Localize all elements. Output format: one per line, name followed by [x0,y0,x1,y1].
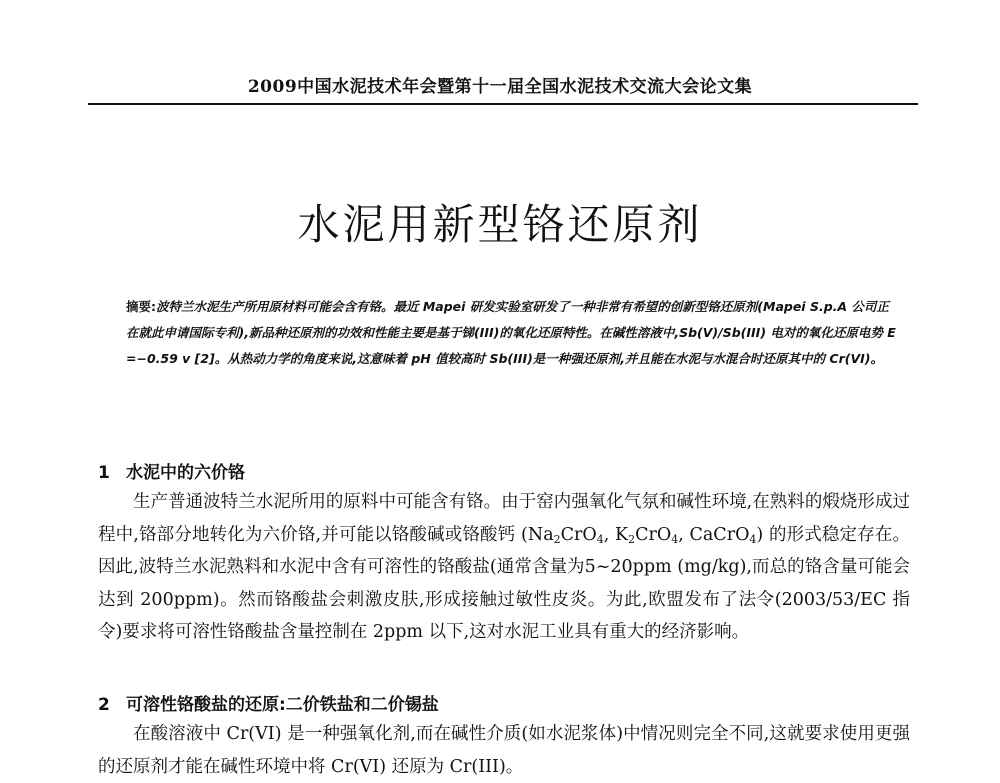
formula-subscript: 4 [749,532,757,546]
formula-part: CrO [635,524,672,545]
formula-part: CaCrO [689,524,750,545]
formula-part: K [615,524,629,545]
formula-potassium-chromate [615,525,678,545]
formula-subscript: 2 [553,532,561,546]
section-1-number: 1 [98,463,110,483]
formula-separator: , [678,524,690,545]
paper-title: 水泥用新型铬还原剂 [297,200,703,249]
abstract [126,294,896,372]
running-header: 2009中国水泥技术年会暨第十一届全国水泥技术交流大会论文集 [247,77,753,97]
formula-subscript: 4 [671,532,679,546]
section-1-text-a: 生产普通波特兰水泥所用的原料中可能含有铬。由于窑内强氧化气氛和碱性环境,在熟料的煅烧形成过程中,铬部分地转化为六价铬,并可能以铬酸碱或铬酸钙 ( [98,492,910,545]
section-2-number: 2 [98,695,110,715]
formula-subscript: 2 [628,532,636,546]
section-1-paragraph [98,486,910,649]
abstract-text: 波特兰水泥生产所用原材料可能会含有铬。最近 Mapei 研发实验室研发了一种非常有希望的创新型铬还原剂(Mapei S.p.A 公司正在就此申请国际专利),新品种还原剂的功效和性能主要是基于锑(III)的氧化还原特性。在碱性溶液中,Sb(V)/Sb(III) 电对的氧化还原电势 E =−0.59 v [2]。从热动力学的角度来说,这意味着 pH 值较高时 Sb(III)是一种强还原剂,并且能在水泥与水混合时还原其中的 Cr(VI)。 [126,299,896,366]
section-1-text-b: ) 的形式稳定存在。因此,波特兰水泥熟料和水泥中含有可溶性的铬酸盐(通常含量为5~20ppm (mg/kg),而总的铬含量可能会达到 200ppm)。然而铬酸盐会刺激皮肤,形成接触过敏性皮炎。为此,欧盟发布了法令(2003/53/EC 指令)要求将可溶性铬酸盐含量控制在 2ppm 以下,这对水泥工业具有重大的经济影响。 [98,524,910,642]
header-divider [88,103,918,105]
abstract-label: 摘要: [126,299,156,314]
section-2-title: 可溶性铬酸盐的还原:二价铁盐和二价锡盐 [126,695,439,715]
formula-part: CrO [560,524,597,545]
formula-sodium-chromate [528,525,604,545]
section-2-heading [98,692,439,718]
formula-part: Na [527,524,554,545]
section-2-paragraph: 在酸溶液中 Cr(VI) 是一种强氧化剂,而在碱性介质(如水泥浆体)中情况则完全不同,这就要求使用更强的还原剂才能在碱性环境中将 Cr(VI) 还原为 Cr(III)。 [98,724,910,777]
formula-separator: , [603,524,616,545]
formula-subscript: 4 [596,532,604,546]
section-1-title: 水泥中的六价铬 [126,463,245,483]
section-1-heading [98,460,245,486]
formula-calcium-chromate [689,525,756,545]
